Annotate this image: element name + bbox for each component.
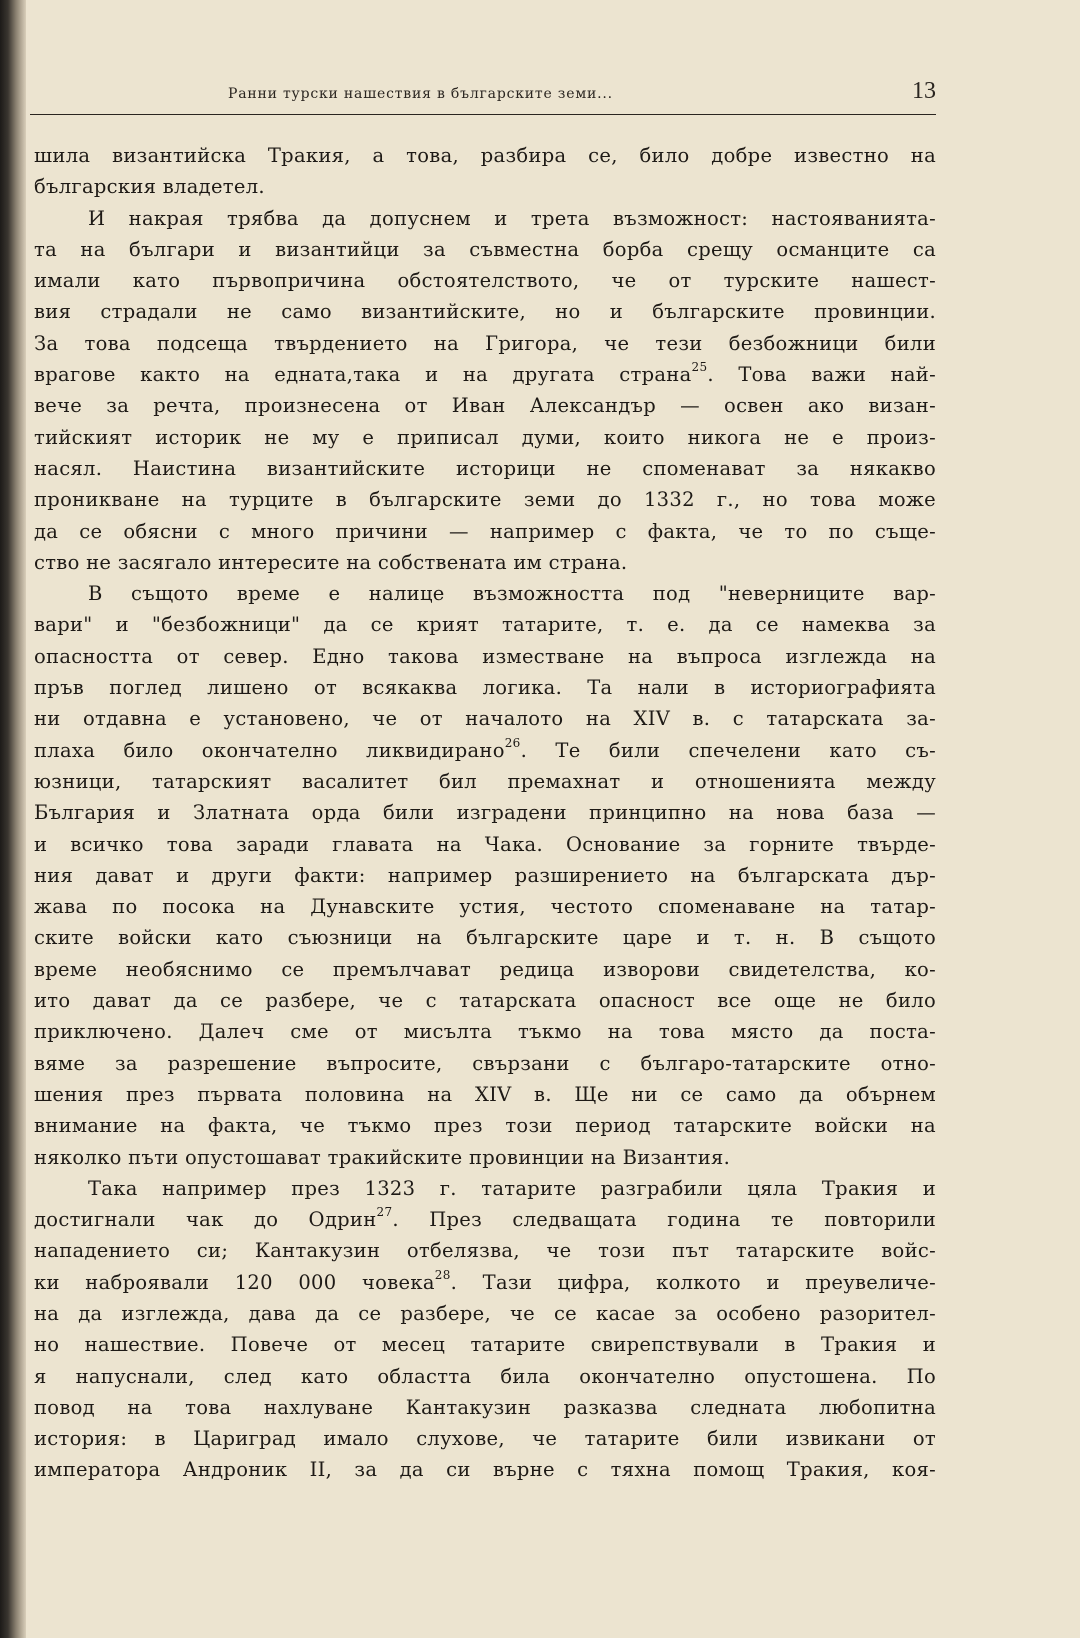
text-line: пръв поглед лишено от всякаква логика. Та нали в историографията [34,676,936,700]
text-line: ни отдавна е установено, че от началото на XIV в. с татарската за- [34,707,936,731]
text-fragment: . Това важи най- [707,363,936,387]
text-line: ство не засягало интересите на собствената им страна. [34,550,628,574]
footnote-ref-25[interactable]: 25 [691,360,708,375]
text-fragment: . Те били спечелени като съ- [520,738,936,762]
text-line: проникване на турците в българските земи до 1332 г., но това може [34,488,936,512]
page-number: 13 [912,78,936,104]
text-line: шила византийска Тракия, а това, разбира се, било добре известно на [34,144,936,167]
text-line: имали като първопричина обстоятелството, че от турските нашест- [34,269,936,293]
text-line: България и Златната орда били изградени принципно на нова база — [34,801,936,825]
text-line: императора Андроник II, за да си върне с тяхна помощ Тракия, коя- [34,1458,936,1482]
text-line: и всичко това заради главата на Чака. Основание за горните твърде- [34,832,936,856]
text-line: но нашествие. Повече от месец татарите свирепствували в Тракия и [34,1333,936,1357]
text-fragment: . Тази цифра, колкото и преувеличе- [450,1270,937,1294]
text-fragment: ки наброявали 120 000 човека [34,1270,435,1294]
text-line: българския владетел. [34,175,265,199]
footnote-ref-27[interactable]: 27 [376,1205,393,1220]
running-title: Ранни турски нашествия в българските земи... [228,86,613,102]
text-line: на да изглежда, дава да се разбере, че се касае за особено разорител- [34,1301,936,1325]
text-line: да се обясни с много причини — например с факта, че то по съще- [34,519,936,543]
text-line [34,359,936,390]
text-fragment: достигнали чак до Одрин [34,1208,377,1232]
text-line: И накрая трябва да допуснем и трета възможност: настояванията- [88,206,936,230]
text-line: няколко пъти опустошават тракийските провинции на Византия. [34,1145,731,1169]
text-line: вече за речта, произнесена от Иван Александър — освен ако визан- [34,394,936,418]
text-line [34,1204,936,1235]
footnote-ref-28[interactable]: 28 [434,1267,451,1282]
text-line: ските войски като съюзници на българските царе и т. н. В същото [34,926,936,950]
text-line: тийският историк не му е приписал думи, които никога не е произ- [34,425,936,449]
text-line: ито дават да се разбере, че с татарската опасност все още не било [34,989,936,1013]
text-fragment: плаха било окончателно ликвидирано [34,738,505,762]
text-line: жава по посока на Дунавските устия, честото споменаване на татар- [34,895,936,919]
footnote-ref-26[interactable]: 26 [504,735,521,750]
text-line: насял. Наистина византийските историци не споменават за някакво [34,456,936,480]
body-text [34,140,936,1486]
text-line: приключено. Далеч сме от мисълта тъкмо на това място да поста- [34,1020,936,1044]
text-fragment: . През следващата година те повторили [392,1208,937,1232]
text-line: юзници, татарският васалитет бил премахнат и отношенията между [34,769,936,793]
text-line: повод на това нахлуване Кантакузин разказва следната любопитна [34,1395,936,1419]
text-line: вари" и "безбожници" да се крият татарите, т. е. да се намеква за [34,613,936,637]
text-line [34,1267,936,1298]
text-line: шения през първата половина на XIV в. Ще ни се само да обърнем [34,1082,936,1106]
text-line: нападението си; Кантакузин отбелязва, че този път татарските войс- [34,1239,936,1263]
text-line: та на българи и византийци за съвместна борба срещу османците са [34,237,936,261]
page-header [30,78,936,115]
book-binding-edge [0,0,26,1638]
text-line: вия страдали не само византийските, но и българските провинции. [34,300,936,324]
text-line: ния дават и други факти: например разширението на българската дър- [34,863,936,887]
text-line: За това подсеща твърдението на Григора, че тези безбожници били [34,331,936,355]
text-fragment: врагове както на едната,така и на другата страна [34,363,692,387]
text-line: В същото време е налице възможността под "неверниците вар- [88,582,936,606]
text-line: история: в Цариград имало слухове, че татарите били извикани от [34,1427,936,1451]
text-line: Така например през 1323 г. татарите разграбили цяла Тракия и [88,1176,936,1200]
text-line: я напуснали, след като областта била окончателно опустошена. По [34,1364,936,1388]
text-line [34,735,936,766]
text-line: време необяснимо се премълчават редица изворови свидетелства, ко- [34,957,936,981]
text-line: опасността от север. Едно такова изместване на въпроса изглежда на [34,644,936,668]
text-line: вяме за разрешение въпросите, свързани с българо-татарските отно- [34,1051,936,1075]
text-line: внимание на факта, че тъкмо през този период татарските войски на [34,1114,936,1138]
